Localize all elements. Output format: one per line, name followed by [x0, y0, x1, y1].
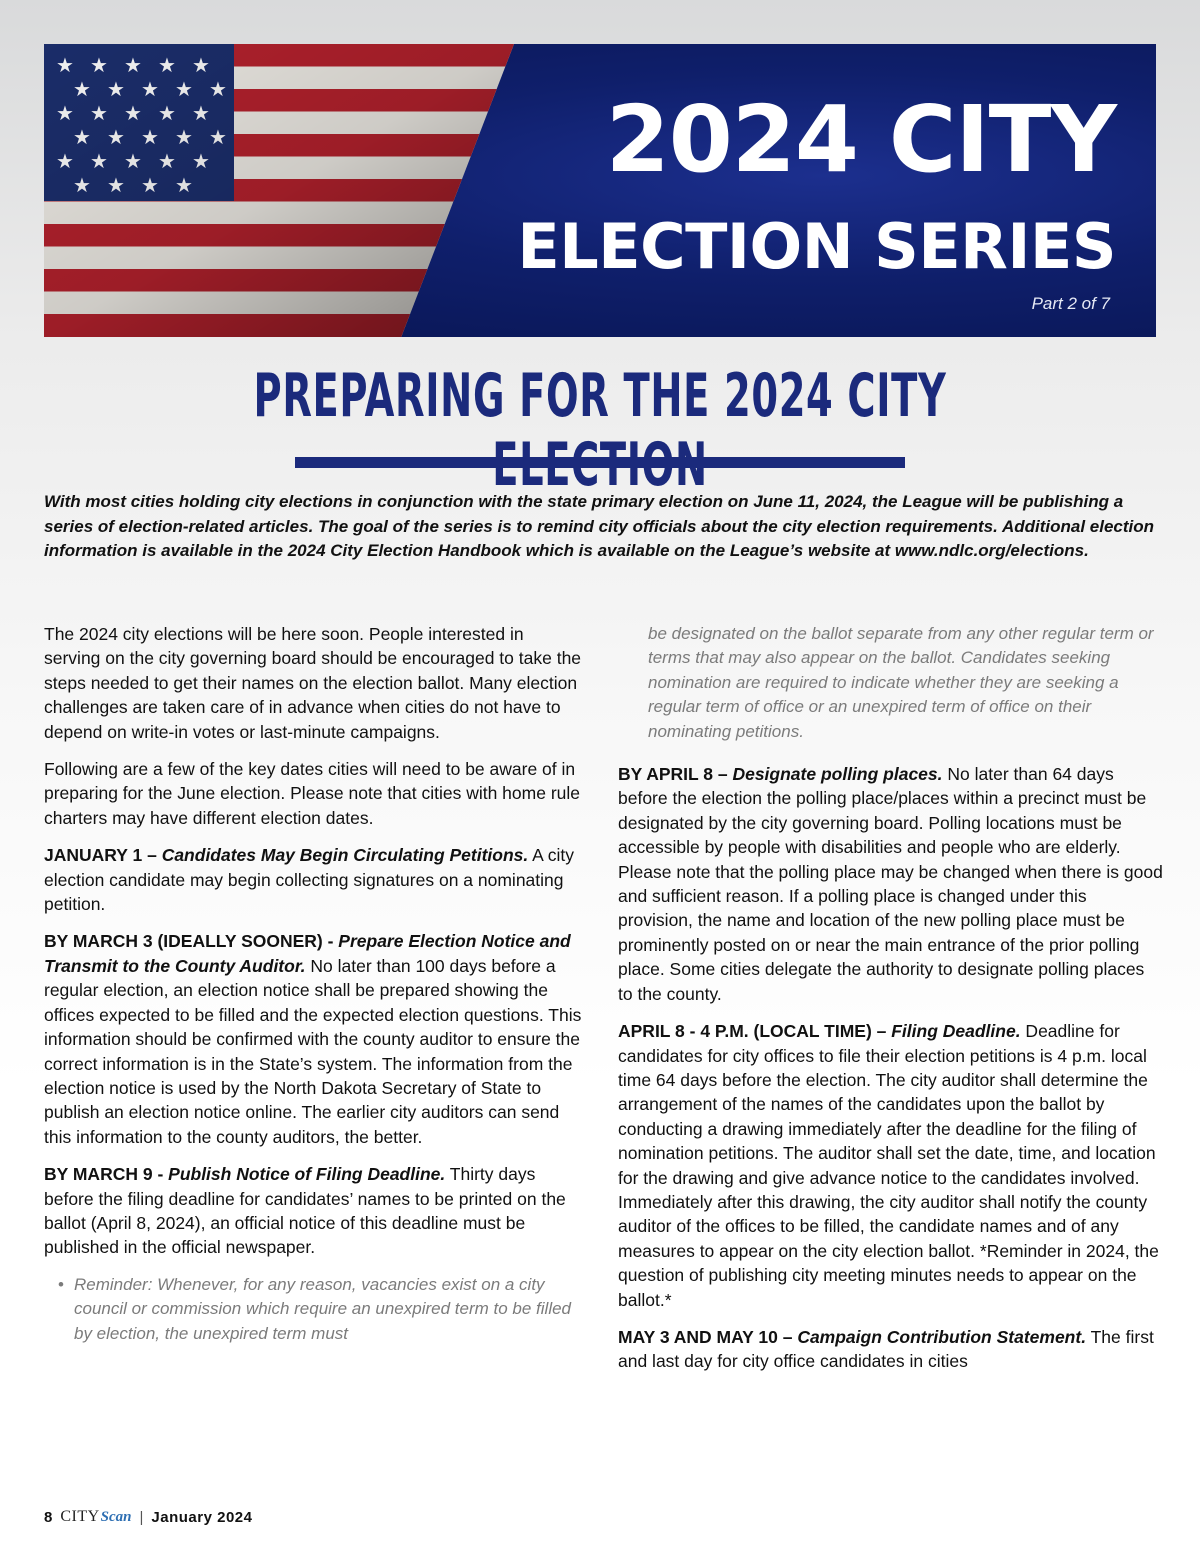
- date-title: Publish Notice of Filing Deadline.: [168, 1164, 446, 1185]
- page-footer: [44, 1505, 253, 1529]
- date-title: Candidates May Begin Circulating Petitions.: [161, 845, 529, 866]
- date-entry-may-3-10: [618, 1325, 1163, 1374]
- date-heading: MAY 3 AND MAY 10 –: [618, 1326, 798, 1347]
- date-entry-january-1: [44, 843, 584, 916]
- date-body: Thirty days before the filing deadline for candidates’ names to be printed on the ballot (April 8, 2024), an official notice of this deadline must be published in the official newspaper.: [44, 1164, 566, 1258]
- left-column: [44, 622, 584, 1359]
- date-heading: BY MARCH 9 -: [44, 1164, 169, 1185]
- date-body: A city election candidate may begin collecting signatures on a nominating petition.: [44, 845, 574, 915]
- date-entry-march-3: [44, 929, 584, 1149]
- article-intro: With most cities holding city elections in conjunction with the state primary election on June 11, 2024, the League will be publishing a series of election-related articles. The goal of the series is to remind city officials about the city election requirements. Additional election information is available in the 2024 City Election Handbook which is available on the League’s website at www.ndlc.org/elections.: [44, 492, 1155, 560]
- date-entry-april-8-polling: [618, 762, 1163, 1006]
- date-heading: BY APRIL 8 –: [618, 764, 733, 785]
- date-heading: APRIL 8 - 4 P.M. (LOCAL TIME) –: [618, 1021, 892, 1042]
- date-title: Campaign Contribution Statement.: [797, 1326, 1087, 1347]
- date-body: The first and last day for city office candidates in cities: [618, 1326, 1154, 1372]
- date-body: Deadline for candidates for city offices to file their election petitions is 4 p.m. local time 64 days before the election. The city auditor shall determine the arrangement of the names of the candidates upon the ballot by conducting a drawing immediately after the deadline for the filing of nomination petitions. The auditor shall set the date, time, and location for the drawing and give advance notice to the candidates involved. Immediately after this drawing, the city auditor shall notify the county auditor of the offices to be filled, the candidate names and of any measures to appear on the city election ballot. *Reminder in 2024, the question of publishing city meeting minutes needs to appear on the ballot.*: [618, 1021, 1159, 1310]
- banner-title-line1: 2024 CITY: [605, 86, 1116, 193]
- article-headline: PREPARING FOR THE 2024 CITY: [253, 361, 947, 431]
- reminder-note-continued: be designated on the ballot separate from any other regular term or terms that may also appear on the ballot. Candidates seeking nomination are required to indicate whether they are seeking a regular term of office or an unexpired term of office on their nominating petitions.: [648, 624, 1154, 741]
- right-column: [618, 622, 1163, 1387]
- date-title: Designate polling places.: [732, 764, 943, 785]
- date-heading: BY MARCH 3 (IDEALLY SOONER) -: [44, 931, 339, 952]
- reminder-note: [44, 1273, 584, 1346]
- reminder-text: Reminder: Whenever, for any reason, vacancies exist on a city council or commission which require an unexpired term to be filled by election, the unexpired term must: [74, 1274, 572, 1343]
- headline-divider: [295, 457, 905, 468]
- date-entry-march-9: [44, 1162, 584, 1260]
- magazine-logo-city: CITY: [60, 1508, 100, 1525]
- footer-separator: |: [139, 1508, 144, 1526]
- date-entry-april-8-filing: [618, 1019, 1163, 1312]
- series-banner: [44, 44, 1156, 337]
- magazine-logo-scan: Scan: [100, 1508, 132, 1525]
- date-title: Filing Deadline.: [891, 1021, 1021, 1042]
- issue-date: January 2024: [151, 1508, 253, 1526]
- date-body: No later than 64 days before the election the polling place/places within a precinct must be designated by the city governing board. Polling locations must be accessible by people with disabilities and people who are elderly. Please note that the polling place may be changed when there is good and sufficient reason. If a polling place is changed under this provision, the name and location of the new polling place must be prominently posted on or near the main entrance of the prior polling place. Some cities delegate the authority to designate polling places to the county.: [618, 764, 1163, 1004]
- series-part-label: Part 2 of 7: [1031, 294, 1110, 313]
- date-body: No later than 100 days before a regular election, an election notice shall be prepared showing the offices expected to be filled and the expected election questions. This information should be confirmed with the county auditor to ensure the correct information is in the State’s system. The information from the election notice is used by the North Dakota Secretary of State to publish an election notice online. The earlier city auditors can send this information to the county auditors, the better.: [44, 955, 582, 1147]
- date-title: Prepare Election Notice and Transmit to the County Auditor.: [44, 931, 571, 976]
- paragraph-intro: The 2024 city elections will be here soon. People interested in serving on the city governing board should be encouraged to take the steps needed to get their names on the election ballot. Many election challenges are taken care of in advance when cities do not have to depend on write-in votes or last-minute campaigns.: [44, 624, 582, 742]
- banner-title-line2: ELECTION SERIES: [517, 210, 1116, 283]
- paragraph-key-dates: Following are a few of the key dates cities will need to be aware of in preparing for the June election. Please note that cities with home rule charters may have different election dates.: [44, 759, 581, 828]
- bullet-icon: •: [58, 1274, 64, 1294]
- page-number: 8: [44, 1508, 53, 1526]
- date-heading: JANUARY 1 –: [44, 845, 162, 866]
